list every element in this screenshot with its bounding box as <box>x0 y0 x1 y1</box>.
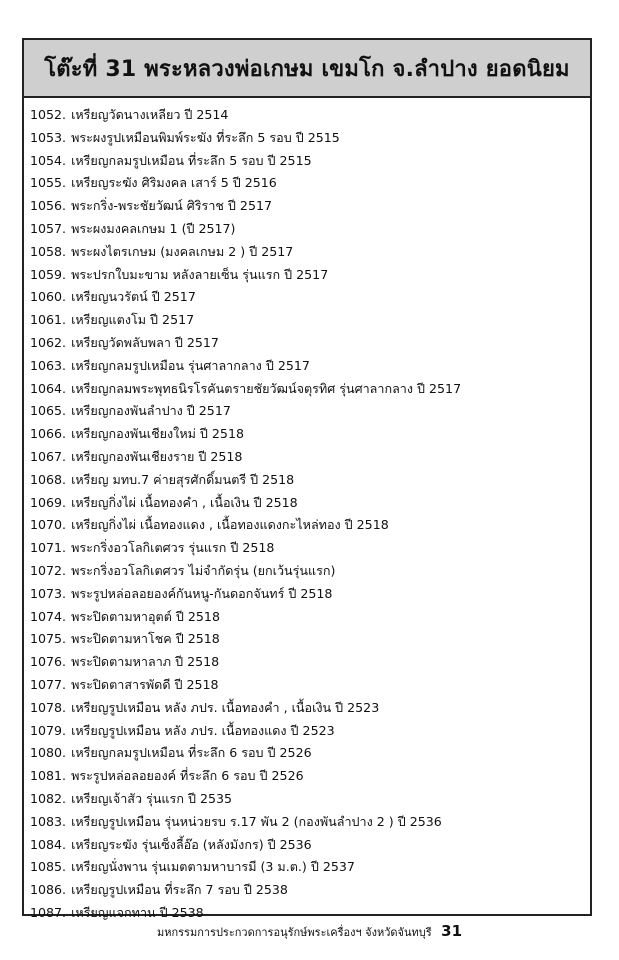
item-text: เหรียญระฆัง ศิริมงคล เสาร์ 5 ปี 2516 <box>71 175 277 191</box>
item-text: พระปิดตามหาโชค ปี 2518 <box>71 631 220 647</box>
item-text: เหรียญระฆัง รุ่นเซ็งลี้อ๊อ (หลังมังกร) ปี 2536 <box>71 836 312 852</box>
item-text: เหรียญเจ้าสัว รุ่นแรก ปี 2535 <box>71 790 232 806</box>
list-item <box>30 104 590 127</box>
item-number: 1076. <box>30 654 67 670</box>
item-number: 1066. <box>30 426 67 442</box>
list-item <box>30 423 590 446</box>
item-number: 1056. <box>30 198 67 214</box>
item-text: เหรียญกลมรูปเหมือน รุ่นศาลากลาง ปี 2517 <box>71 357 310 373</box>
item-number: 1052. <box>30 107 67 122</box>
item-text: พระปรกใบมะขาม หลังลายเซ็น รุ่นแรก ปี 2517 <box>71 266 329 282</box>
item-text: พระกริ่งอวโลกิเตศวร ไม่จำกัดรุ่น (ยกเว้นรุ่นแรก) <box>71 562 336 578</box>
item-number: 1087. <box>30 904 67 920</box>
page-footer <box>0 922 619 941</box>
item-text: เหรียญรูปเหมือน รุ่นหน่วยรบ ร.17 พัน 2 (กองพันลำปาง 2 ) ปี 2536 <box>71 813 442 829</box>
item-number: 1068. <box>30 471 67 487</box>
item-text: เหรียญวัดพลับพลา ปี 2517 <box>71 334 219 350</box>
list-item <box>30 469 590 492</box>
item-text: พระผงไตรเกษม (มงคลเกษม 2 ) ปี 2517 <box>71 243 294 259</box>
list-item <box>30 309 590 332</box>
item-number: 1077. <box>30 676 67 692</box>
catalog-table <box>22 38 592 920</box>
list-item <box>30 264 590 287</box>
list-item <box>30 514 590 537</box>
page-number: 31 <box>441 922 463 940</box>
item-number: 1053. <box>30 129 67 145</box>
list-item <box>30 241 590 264</box>
item-text: เหรียญ มทบ.7 ค่ายสุรศักดิ์มนตรี ปี 2518 <box>71 471 295 487</box>
item-text: เหรียญวัดนางเหลียว ปี 2514 <box>71 107 229 122</box>
list-item <box>30 492 590 515</box>
item-text: เหรียญกองพันเชียงใหม่ ปี 2518 <box>71 426 244 442</box>
item-text: เหรียญกองพันลำปาง ปี 2517 <box>71 403 231 419</box>
item-number: 1085. <box>30 859 67 875</box>
list-item <box>30 332 590 355</box>
item-number: 1082. <box>30 790 67 806</box>
list-item <box>30 742 590 765</box>
item-number: 1070. <box>30 517 67 533</box>
list-item <box>30 195 590 218</box>
list-item <box>30 400 590 423</box>
item-number: 1054. <box>30 152 67 168</box>
item-number: 1067. <box>30 448 67 464</box>
item-text: เหรียญกองพันเชียงราย ปี 2518 <box>71 448 243 464</box>
item-number: 1084. <box>30 836 67 852</box>
list-item <box>30 697 590 720</box>
item-number: 1072. <box>30 562 67 578</box>
list-item <box>30 628 590 651</box>
item-number: 1078. <box>30 699 67 715</box>
item-text: เหรียญกลมรูปเหมือน ที่ระลึก 5 รอบ ปี 2515 <box>71 152 312 168</box>
list-item <box>30 286 590 309</box>
list-item <box>30 651 590 674</box>
list-item <box>30 537 590 560</box>
item-number: 1080. <box>30 745 67 761</box>
item-text: เหรียญกิ่งไผ่ เนื้อทองคำ , เนื้อเงิน ปี 2518 <box>71 494 298 510</box>
list-item <box>30 560 590 583</box>
list-item <box>30 834 590 857</box>
item-number: 1079. <box>30 722 67 738</box>
list-item <box>30 378 590 401</box>
list-item <box>30 127 590 150</box>
item-text: พระรูปหล่อลอยองค์ ที่ระลึก 6 รอบ ปี 2526 <box>71 768 304 784</box>
item-number: 1069. <box>30 494 67 510</box>
list-item <box>30 606 590 629</box>
item-number: 1083. <box>30 813 67 829</box>
item-text: เหรียญแตงโม ปี 2517 <box>71 312 195 328</box>
item-text: เหรียญรูปเหมือน หลัง ภปร. เนื้อทองแดง ปี 2523 <box>71 722 335 738</box>
item-text: พระปิดตามหาลาภ ปี 2518 <box>71 654 220 670</box>
table-header <box>24 40 590 98</box>
item-text: เหรียญนั่งพาน รุ่นเมตตามหาบารมี (3 ม.ต.) ปี 2537 <box>71 859 355 875</box>
item-text: เหรียญกิ่งไผ่ เนื้อทองแดง , เนื้อทองแดงกะไหล่ทอง ปี 2518 <box>71 517 389 533</box>
item-text: เหรียญรูปเหมือน ที่ระลึก 7 รอบ ปี 2538 <box>71 882 288 898</box>
item-text: เหรียญรูปเหมือน หลัง ภปร. เนื้อทองคำ , เนื้อเงิน ปี 2523 <box>71 699 380 715</box>
list-item <box>30 811 590 834</box>
item-text: พระกริ่งอวโลกิเตศวร รุ่นแรก ปี 2518 <box>71 540 275 556</box>
list-item <box>30 446 590 469</box>
list-item <box>30 720 590 743</box>
item-number: 1055. <box>30 175 67 191</box>
list-item <box>30 172 590 195</box>
list-item <box>30 879 590 902</box>
list-item <box>30 856 590 879</box>
item-text: เหรียญกลมพระพุทธนิรโรคันตรายชัยวัฒน์จตุรทิศ รุ่นศาลากลาง ปี 2517 <box>71 380 462 396</box>
item-number: 1062. <box>30 334 67 350</box>
list-item <box>30 583 590 606</box>
item-number: 1057. <box>30 220 67 236</box>
item-number: 1075. <box>30 631 67 647</box>
page-title: โต๊ะที่ 31 พระหลวงพ่อเกษม เขมโก จ.ลำปาง ยอดนิยม <box>44 56 570 82</box>
item-number: 1064. <box>30 380 67 396</box>
item-number: 1065. <box>30 403 67 419</box>
list-item <box>30 765 590 788</box>
item-number: 1086. <box>30 882 67 898</box>
list-item <box>30 674 590 697</box>
footer-text: มหกรรมการประกวดการอนุรักษ์พระเครื่องฯ จังหวัดจันทบุรี <box>156 926 432 939</box>
item-number: 1060. <box>30 289 67 305</box>
item-text: พระปิดตาสารพัดดี ปี 2518 <box>71 676 219 692</box>
list-item <box>30 788 590 811</box>
item-number: 1063. <box>30 357 67 373</box>
item-text: พระกริ่ง-พระชัยวัฒน์ ศิริราช ปี 2517 <box>71 198 272 214</box>
item-text: เหรียญกลมรูปเหมือน ที่ระลึก 6 รอบ ปี 2526 <box>71 745 312 761</box>
item-text: พระผงมงคลเกษม 1 (ปี 2517) <box>71 220 236 236</box>
item-text: เหรียญแจกทาน ปี 2538 <box>71 904 204 920</box>
item-text: พระผงรูปเหมือนพิมพ์ระฆัง ที่ระลึก 5 รอบ ปี 2515 <box>71 129 340 145</box>
item-number: 1073. <box>30 585 67 601</box>
item-text: พระรูปหล่อลอยองค์กันหนู-กันดอกจันทร์ ปี 2518 <box>71 585 333 601</box>
list-item <box>30 355 590 378</box>
item-text: เหรียญนวรัตน์ ปี 2517 <box>71 289 196 305</box>
item-number: 1058. <box>30 243 67 259</box>
item-number: 1059. <box>30 266 67 282</box>
item-number: 1071. <box>30 540 67 556</box>
item-text: พระปิดตามหาอุตต์ ปี 2518 <box>71 608 220 624</box>
item-number: 1074. <box>30 608 67 624</box>
list-item <box>30 150 590 173</box>
item-list <box>24 98 590 925</box>
item-number: 1061. <box>30 312 67 328</box>
item-number: 1081. <box>30 768 67 784</box>
list-item <box>30 218 590 241</box>
